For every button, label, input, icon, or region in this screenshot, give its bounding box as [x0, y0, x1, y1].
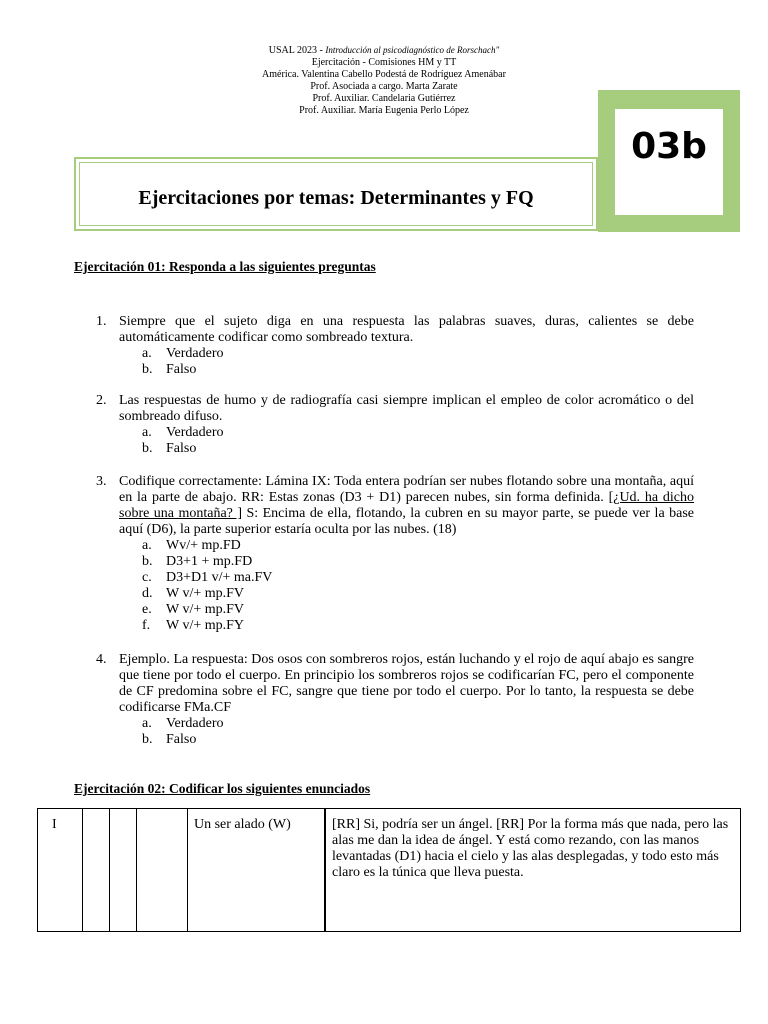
option-a: a. Wv/+ mp.FD [142, 538, 241, 553]
question-text: Ejemplo. La respuesta: Dos osos con sombreros rojos, están luchando y el rojo de aquí abajo es sangre que tiene por todo el cuerpo. En principio los sombreros rojos se codificarían FC, pero el componente de CF predomina sobre el FC, sangre que tiene por todo el cuerpo. Por lo tanto, la respuesta se debe codificarse FMa.CF [119, 652, 694, 715]
question-text: Las respuestas de humo y de radiografía casi siempre implican el empleo de color acromático o del sombreado difuso. [119, 393, 694, 424]
coding-cell-2[interactable] [110, 809, 137, 932]
header-aux-prof-2: Prof. Auxiliar. María Eugenia Perlo López [299, 105, 469, 116]
header-course-line: USAL 2023 - Introducción al psicodiagnóstico de Rorschach" [268, 45, 500, 56]
code-badge [598, 90, 740, 232]
header-commissions: Ejercitación - Comisiones HM y TT [311, 57, 457, 68]
option-b: b. Falso [142, 732, 197, 747]
coding-table [37, 808, 741, 932]
code-label: 03b [631, 126, 707, 167]
option-b: b. D3+1 + mp.FD [142, 554, 253, 569]
course-name: Introducción al psicodiagnóstico de Rorschach" [325, 45, 500, 55]
title-box [74, 157, 598, 231]
response-cell: Un ser alado (W) [188, 809, 326, 932]
option-a: a. Verdadero [142, 716, 224, 731]
option-c: c. D3+D1 v/+ ma.FV [142, 570, 273, 585]
question-text: Codifique correctamente: Lámina IX: Toda entera podrían ser nubes flotando sobre una montaña, aquí en la parte de abajo. RR: Estas zonas (D3 + D1) parecen nubes, sin forma definida. [¿Ud. ha dicho sobre una montaña? ] S: Encima de ella, flotando, la cubren en su mayor parte, se puede ver la base aquí (D6), la parte superior estaría oculta por las nubes. (18) [119, 474, 694, 537]
option-d: d. W v/+ mp.FV [142, 586, 245, 601]
header-associate-prof: Prof. Asociada a cargo. Marta Zarate [310, 81, 458, 92]
question-4 [96, 652, 694, 748]
section-2-title: Ejercitación 02: Codificar los siguientes enunciados [74, 781, 371, 796]
card-cell: I [38, 809, 83, 932]
option-b: b. Falso [142, 362, 197, 377]
code-badge-inner [615, 109, 723, 215]
question-3 [96, 474, 694, 634]
question-number: 2. [96, 393, 107, 408]
question-2 [96, 393, 694, 457]
option-f: f. W v/+ mp.FY [142, 618, 245, 633]
section-1-title: Ejercitación 01: Responda a las siguientes preguntas [74, 259, 376, 274]
option-b: b. Falso [142, 441, 197, 456]
table-row [38, 809, 741, 932]
option-a: a. Verdadero [142, 425, 224, 440]
coding-cell-3[interactable] [137, 809, 188, 932]
question-number: 1. [96, 314, 107, 329]
question-number: 4. [96, 652, 107, 667]
question-number: 3. [96, 474, 107, 489]
question-1 [96, 314, 694, 378]
underlined-inquiry: [¿Ud. ha dicho sobre una montaña? ] [119, 490, 694, 521]
coding-cell-1[interactable] [83, 809, 110, 932]
header-aux-prof-1: Prof. Auxiliar. Candelaria Gutiérrez [312, 93, 456, 104]
question-text: Siempre que el sujeto diga en una respuesta las palabras suaves, duras, calientes se debe automáticamente codificar como sombreado textura. [119, 314, 694, 345]
inquiry-cell: [RR] Si, podría ser un ángel. [RR] Por la forma más que nada, pero las alas me dan la idea de ángel. Y está como rezando, con las manos levantadas (D1) hacia el cielo y las alas desplegadas, y todo esto más claro es la túnica que lleva puesta. [325, 809, 741, 932]
header-teacher: América. Valentina Cabello Podestá de Rodríguez Amenábar [262, 69, 506, 80]
option-a: a. Verdadero [142, 346, 224, 361]
option-e: e. W v/+ mp.FV [142, 602, 245, 617]
page-title: Ejercitaciones por temas: Determinantes y FQ [138, 187, 534, 209]
